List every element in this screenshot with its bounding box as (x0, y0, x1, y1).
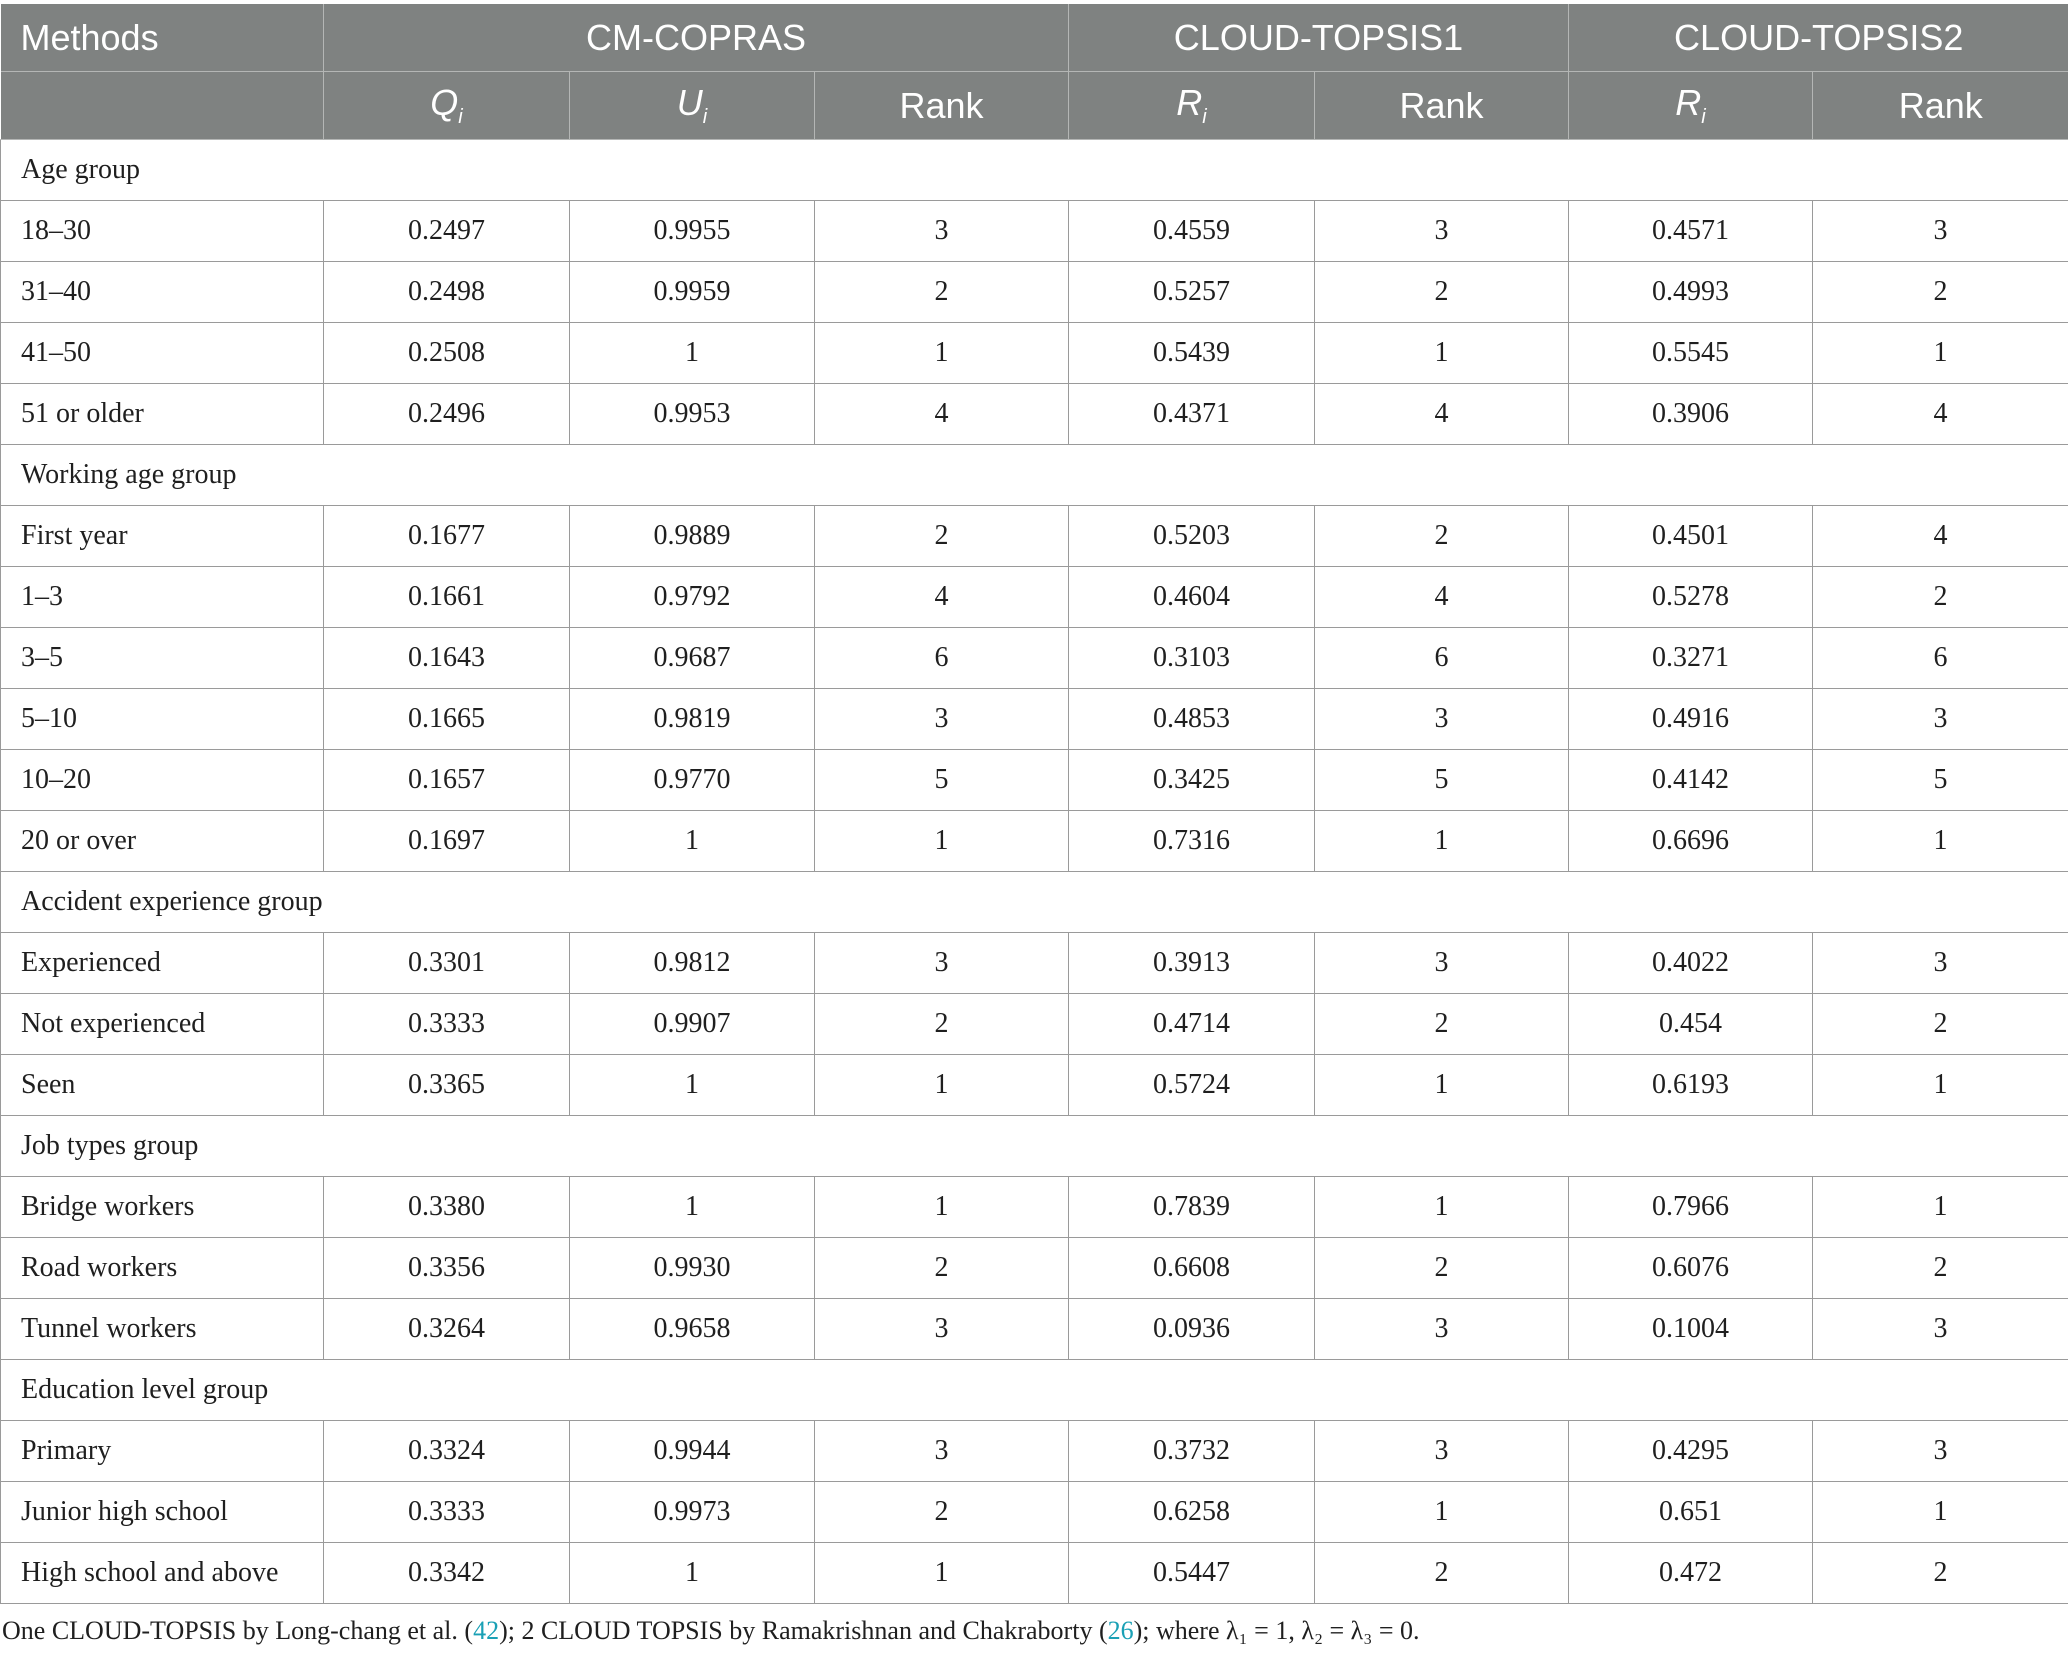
row-label: Seen (1, 1055, 324, 1116)
ui-value: 1 (570, 811, 815, 872)
topsis1-ri-value: 0.5724 (1069, 1055, 1315, 1116)
topsis2-rank: 1 (1813, 1482, 2068, 1543)
topsis2-rank: 2 (1813, 262, 2068, 323)
table-row (1, 506, 2068, 567)
table-row (1, 628, 2068, 689)
topsis1-ri-value: 0.5447 (1069, 1543, 1315, 1604)
footnote-text-1: One CLOUD-TOPSIS by Long-chang et al. ( (2, 1616, 474, 1645)
copras-rank: 2 (815, 1238, 1069, 1299)
table-row (1, 384, 2068, 445)
topsis1-ri-value: 0.5257 (1069, 262, 1315, 323)
ui-value: 0.9907 (570, 994, 815, 1055)
topsis1-rank: 2 (1315, 1543, 1569, 1604)
topsis2-rank: 3 (1813, 1421, 2068, 1482)
topsis1-ri-value: 0.7839 (1069, 1177, 1315, 1238)
topsis2-ri-value: 0.7966 (1569, 1177, 1813, 1238)
results-table (0, 4, 2068, 1604)
topsis1-rank: 3 (1315, 201, 1569, 262)
topsis2-ri-value: 0.472 (1569, 1543, 1813, 1604)
row-label: 1–3 (1, 567, 324, 628)
row-label: 20 or over (1, 811, 324, 872)
topsis2-rank: 6 (1813, 628, 2068, 689)
topsis2-ri-value: 0.4916 (1569, 689, 1813, 750)
table-row (1, 323, 2068, 384)
methods-header: Methods (1, 4, 324, 72)
qi-value: 0.2497 (324, 201, 570, 262)
ri-subscript: i (1202, 106, 1207, 129)
rank-header-topsis1: Rank (1315, 72, 1569, 140)
copras-rank: 6 (815, 628, 1069, 689)
ui-value: 1 (570, 1055, 815, 1116)
topsis2-rank: 2 (1813, 1543, 2068, 1604)
row-label: Road workers (1, 1238, 324, 1299)
table-row (1, 201, 2068, 262)
qi-value: 0.3264 (324, 1299, 570, 1360)
ri-symbol: R (1176, 81, 1203, 123)
topsis2-ri-value: 0.454 (1569, 994, 1813, 1055)
topsis1-ri-value: 0.6608 (1069, 1238, 1315, 1299)
topsis1-rank: 3 (1315, 1299, 1569, 1360)
topsis2-ri-value: 0.4142 (1569, 750, 1813, 811)
qi-value: 0.3301 (324, 933, 570, 994)
topsis2-ri-value: 0.4501 (1569, 506, 1813, 567)
reference-link-42[interactable]: 42 (473, 1616, 500, 1645)
table-row (1, 689, 2068, 750)
copras-rank: 1 (815, 323, 1069, 384)
topsis2-rank: 4 (1813, 506, 2068, 567)
qi-value: 0.2496 (324, 384, 570, 445)
copras-rank: 2 (815, 1482, 1069, 1543)
blank-header-cell (1, 72, 324, 140)
topsis2-ri-value: 0.1004 (1569, 1299, 1813, 1360)
copras-rank: 1 (815, 1055, 1069, 1116)
topsis1-ri-value: 0.6258 (1069, 1482, 1315, 1543)
topsis2-ri-value: 0.4022 (1569, 933, 1813, 994)
table-body (1, 140, 2068, 1604)
group-header-row (1, 1360, 2068, 1421)
ui-value: 0.9973 (570, 1482, 815, 1543)
qi-value: 0.1643 (324, 628, 570, 689)
qi-subscript: i (458, 106, 463, 129)
qi-value: 0.1677 (324, 506, 570, 567)
ui-value: 0.9955 (570, 201, 815, 262)
row-label: 18–30 (1, 201, 324, 262)
ui-header (570, 72, 815, 140)
row-label: 41–50 (1, 323, 324, 384)
topsis2-rank: 3 (1813, 933, 2068, 994)
header-row-measures (1, 72, 2068, 140)
qi-value: 0.3333 (324, 1482, 570, 1543)
topsis2-rank: 2 (1813, 1238, 2068, 1299)
copras-rank: 2 (815, 506, 1069, 567)
rank-header-copras: Rank (815, 72, 1069, 140)
table-row (1, 933, 2068, 994)
topsis1-rank: 4 (1315, 567, 1569, 628)
qi-value: 0.1657 (324, 750, 570, 811)
qi-value: 0.3365 (324, 1055, 570, 1116)
ui-value: 0.9812 (570, 933, 815, 994)
row-label: 5–10 (1, 689, 324, 750)
row-label: 3–5 (1, 628, 324, 689)
ui-value: 0.9658 (570, 1299, 815, 1360)
qi-value: 0.3356 (324, 1238, 570, 1299)
ui-value: 0.9770 (570, 750, 815, 811)
table-header (1, 4, 2068, 140)
ui-value: 0.9944 (570, 1421, 815, 1482)
topsis2-ri-value: 0.3271 (1569, 628, 1813, 689)
table-row (1, 1177, 2068, 1238)
table-container (0, 4, 2068, 1646)
copras-rank: 3 (815, 1421, 1069, 1482)
ri-header-topsis2 (1569, 72, 1813, 140)
topsis2-rank: 1 (1813, 323, 2068, 384)
topsis1-ri-value: 0.4853 (1069, 689, 1315, 750)
group-header-row (1, 445, 2068, 506)
group-header-row (1, 1116, 2068, 1177)
topsis1-rank: 1 (1315, 1177, 1569, 1238)
topsis2-rank: 4 (1813, 384, 2068, 445)
topsis1-rank: 6 (1315, 628, 1569, 689)
row-label: First year (1, 506, 324, 567)
ui-value: 0.9959 (570, 262, 815, 323)
topsis2-rank: 2 (1813, 567, 2068, 628)
topsis2-ri-value: 0.5545 (1569, 323, 1813, 384)
table-row (1, 750, 2068, 811)
topsis1-ri-value: 0.0936 (1069, 1299, 1315, 1360)
ui-value: 0.9953 (570, 384, 815, 445)
topsis2-rank: 1 (1813, 811, 2068, 872)
footnote-text-2: ); 2 CLOUD TOPSIS by Ramakrishnan and Chakraborty ( (499, 1616, 1108, 1645)
ri-subscript: i (1701, 106, 1706, 129)
topsis1-rank: 1 (1315, 811, 1569, 872)
topsis1-rank: 1 (1315, 323, 1569, 384)
topsis1-rank: 3 (1315, 689, 1569, 750)
table-row (1, 1482, 2068, 1543)
topsis2-rank: 1 (1813, 1177, 2068, 1238)
ui-subscript: i (702, 106, 708, 129)
topsis1-rank: 1 (1315, 1055, 1569, 1116)
table-row (1, 1299, 2068, 1360)
ui-value: 0.9819 (570, 689, 815, 750)
ri-header-topsis1 (1069, 72, 1315, 140)
copras-rank: 4 (815, 567, 1069, 628)
qi-value: 0.3380 (324, 1177, 570, 1238)
qi-value: 0.1665 (324, 689, 570, 750)
reference-link-26[interactable]: 26 (1107, 1616, 1134, 1645)
topsis1-ri-value: 0.4604 (1069, 567, 1315, 628)
copras-rank: 1 (815, 811, 1069, 872)
topsis2-ri-value: 0.6193 (1569, 1055, 1813, 1116)
rank-header-topsis2: Rank (1813, 72, 2068, 140)
topsis2-ri-value: 0.651 (1569, 1482, 1813, 1543)
cloud-topsis1-header: CLOUD-TOPSIS1 (1069, 4, 1569, 72)
row-label: Experienced (1, 933, 324, 994)
copras-rank: 3 (815, 201, 1069, 262)
topsis2-rank: 3 (1813, 689, 2068, 750)
qi-value: 0.1697 (324, 811, 570, 872)
qi-value: 0.3333 (324, 994, 570, 1055)
table-row (1, 1055, 2068, 1116)
topsis1-rank: 2 (1315, 506, 1569, 567)
topsis1-rank: 1 (1315, 1482, 1569, 1543)
topsis1-rank: 2 (1315, 1238, 1569, 1299)
topsis1-ri-value: 0.3103 (1069, 628, 1315, 689)
topsis1-rank: 4 (1315, 384, 1569, 445)
topsis1-ri-value: 0.3425 (1069, 750, 1315, 811)
ui-symbol: U (676, 81, 703, 123)
group-title: Accident experience group (1, 872, 2068, 933)
ui-value: 1 (570, 323, 815, 384)
table-row (1, 1238, 2068, 1299)
topsis1-rank: 2 (1315, 994, 1569, 1055)
topsis1-ri-value: 0.3913 (1069, 933, 1315, 994)
topsis1-ri-value: 0.4371 (1069, 384, 1315, 445)
ui-value: 1 (570, 1177, 815, 1238)
topsis2-ri-value: 0.6696 (1569, 811, 1813, 872)
topsis1-rank: 3 (1315, 933, 1569, 994)
table-row (1, 994, 2068, 1055)
group-header-row (1, 872, 2068, 933)
topsis1-ri-value: 0.4559 (1069, 201, 1315, 262)
qi-value: 0.3342 (324, 1543, 570, 1604)
topsis1-rank: 5 (1315, 750, 1569, 811)
group-header-row (1, 140, 2068, 201)
copras-rank: 3 (815, 933, 1069, 994)
qi-value: 0.2508 (324, 323, 570, 384)
topsis2-ri-value: 0.4571 (1569, 201, 1813, 262)
topsis2-rank: 2 (1813, 994, 2068, 1055)
topsis1-ri-value: 0.3732 (1069, 1421, 1315, 1482)
copras-rank: 2 (815, 262, 1069, 323)
topsis1-ri-value: 0.5203 (1069, 506, 1315, 567)
topsis1-ri-value: 0.4714 (1069, 994, 1315, 1055)
topsis1-rank: 3 (1315, 1421, 1569, 1482)
topsis2-ri-value: 0.6076 (1569, 1238, 1813, 1299)
table-row (1, 811, 2068, 872)
topsis1-ri-value: 0.7316 (1069, 811, 1315, 872)
qi-header (324, 72, 570, 140)
copras-rank: 1 (815, 1177, 1069, 1238)
ui-value: 0.9889 (570, 506, 815, 567)
topsis2-rank: 5 (1813, 750, 2068, 811)
row-label: Junior high school (1, 1482, 324, 1543)
row-label: Primary (1, 1421, 324, 1482)
copras-rank: 3 (815, 1299, 1069, 1360)
topsis1-ri-value: 0.5439 (1069, 323, 1315, 384)
topsis2-ri-value: 0.4993 (1569, 262, 1813, 323)
qi-symbol: Q (430, 81, 459, 123)
cm-copras-header: CM-COPRAS (324, 4, 1069, 72)
row-label: Tunnel workers (1, 1299, 324, 1360)
copras-rank: 5 (815, 750, 1069, 811)
qi-value: 0.2498 (324, 262, 570, 323)
group-title: Job types group (1, 1116, 2068, 1177)
row-label: High school and above (1, 1543, 324, 1604)
table-row (1, 567, 2068, 628)
table-footnote (0, 1616, 2068, 1646)
ui-value: 0.9930 (570, 1238, 815, 1299)
row-label: 10–20 (1, 750, 324, 811)
header-row-methods (1, 4, 2068, 72)
row-label: 31–40 (1, 262, 324, 323)
table-row (1, 262, 2068, 323)
copras-rank: 1 (815, 1543, 1069, 1604)
group-title: Education level group (1, 1360, 2068, 1421)
row-label: Not experienced (1, 994, 324, 1055)
qi-value: 0.3324 (324, 1421, 570, 1482)
ri-symbol: R (1675, 81, 1702, 123)
topsis2-ri-value: 0.5278 (1569, 567, 1813, 628)
topsis2-rank: 3 (1813, 1299, 2068, 1360)
table-row (1, 1421, 2068, 1482)
topsis1-rank: 2 (1315, 262, 1569, 323)
footnote-text-3: ); where λ₁ = 1, λ₂ = λ₃ = 0. (1133, 1616, 1420, 1645)
topsis2-ri-value: 0.4295 (1569, 1421, 1813, 1482)
copras-rank: 4 (815, 384, 1069, 445)
topsis2-ri-value: 0.3906 (1569, 384, 1813, 445)
ui-value: 0.9687 (570, 628, 815, 689)
topsis2-rank: 3 (1813, 201, 2068, 262)
copras-rank: 3 (815, 689, 1069, 750)
group-title: Working age group (1, 445, 2068, 506)
row-label: 51 or older (1, 384, 324, 445)
copras-rank: 2 (815, 994, 1069, 1055)
ui-value: 0.9792 (570, 567, 815, 628)
group-title: Age group (1, 140, 2068, 201)
table-row (1, 1543, 2068, 1604)
ui-value: 1 (570, 1543, 815, 1604)
qi-value: 0.1661 (324, 567, 570, 628)
topsis2-rank: 1 (1813, 1055, 2068, 1116)
row-label: Bridge workers (1, 1177, 324, 1238)
cloud-topsis2-header: CLOUD-TOPSIS2 (1569, 4, 2068, 72)
